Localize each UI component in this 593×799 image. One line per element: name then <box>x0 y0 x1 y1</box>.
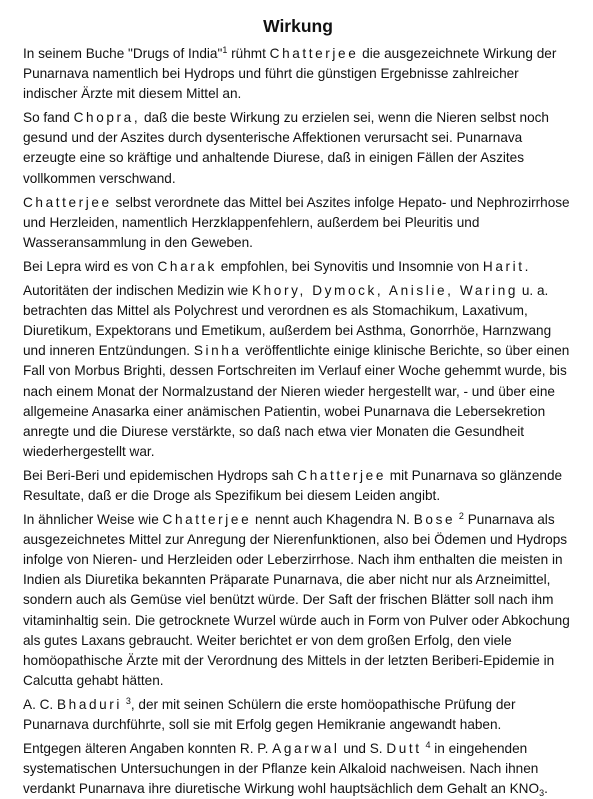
spaced-name: Dutt <box>386 741 422 757</box>
paragraph <box>23 257 573 277</box>
spaced-name: Agarwal <box>272 741 340 757</box>
text-run: rühmt <box>227 46 270 61</box>
text-run: daß die beste Wirkung zu erzielen sei, wenn die Nieren selbst noch gesund und der Aszites durch dysenterische Affektionen verursacht sei. Punarnava erzeugte eine so kräftige und anhaltende Diurese, daß in einigen Fällen der Aszites vollkommen verschwand. <box>23 110 549 186</box>
text-run: Punarnava als ausgezeichnetes Mittel zur Anregung der Nierenfunktionen, also bei Ödemen und Hydrops infolge von Nieren- und Herzleiden oder Leberzirrhose. Nach ihm enthalten die meisten in Indien als Diuretika bekannten Präparate Punarnava, die aber nicht nur als Arzneimittel, sondern auch als Gemüse viel benützt würde. Der Saft der frischen Blätter soll nach ihm vitaminhaltig sein. Die getrocknete Wurzel würde auch in Form von Pulver oder Abkochung als gutes Laxans gebraucht. Weiter berichtet er von dem großen Erfolg, den viele homöopathische Ärzte mit der Verordnung des Mittels in der letzten Beriberi-Epidemie in Calcutta gehabt hätten. <box>23 512 570 688</box>
spaced-name: Khory, Dymock, Anislie, Waring <box>251 283 519 299</box>
footnote-ref: 3 <box>125 695 131 706</box>
text-run: empfohlen, bei Synovitis und Insomnie von <box>216 258 483 274</box>
spaced-name: Bhaduri <box>57 696 123 712</box>
paragraph <box>23 44 573 104</box>
subscript: 3 <box>539 788 545 799</box>
spaced-name: Chatterjee <box>297 467 386 483</box>
text-run: mit Punarnava so glänzende Resultate, daß er die Droge als Spezifikum bei diesem Leiden angibt. <box>23 467 563 503</box>
paragraph <box>23 695 573 735</box>
spaced-name: Chatterjee <box>269 46 359 61</box>
text-run: In ähnlicher Weise wie <box>23 512 163 528</box>
text-run: A. C. <box>23 696 57 712</box>
document-body <box>23 44 573 799</box>
text-run: die ausgezeichnete Wirkung der Punarnava namentlich bei Hydrops und führt die günstigen Ergebnisse zahlreicher indischer Ärzte mit diesem Mittel an. <box>23 46 557 102</box>
text-run: Bei Beri-Beri und epidemischen Hydrops sah <box>23 467 298 483</box>
paragraph <box>23 281 573 462</box>
paragraph <box>23 193 573 253</box>
footnote-ref: 4 <box>425 740 431 751</box>
text-run: selbst verordnete das Mittel bei Aszites infolge Hepato- und Nephrozirrhose und Herzleiden, namentlich Herzklappenfehlern, außerdem bei Pleuritis und Wasseransammlung in den Geweben. <box>23 194 570 250</box>
footnote-ref: 1 <box>222 45 228 55</box>
spaced-name: Harit. <box>482 258 531 274</box>
spaced-name: Chatterjee <box>23 194 112 210</box>
spaced-name: Chopra, <box>73 110 141 126</box>
text-run: u. a. betrachten das Mittel als Polychrest und verordnen es als Stomachikum, Laxativum, Diuretikum, Expektorans und Emetikum, außerdem bei Asthma, Gonorrhöe, Harnzwang und inneren Entzündungen. <box>23 283 552 359</box>
paragraph <box>23 510 573 691</box>
text-run: veröffentlichte einige klinische Berichte, so über einen Fall von Morbus Brighti, dessen Fortschreiten im Verlauf einer Woche gehemmt wurde, bis nach einem Monat der Normalzustand der Nieren wieder hergestellt war, - und über eine allgemeine Anasarka einer anämischen Patientin, wobei Punarnava die Lebersekretion anregte und die Diurese verstärkte, so daß nach etwa vier Monaten die Gesundheit wiederhergestellt war. <box>23 343 570 459</box>
text-run: und S. <box>339 741 387 757</box>
text-run: , der mit seinen Schülern die erste homöopathische Prüfung der Punarnava durchführte, soll sie mit Erfolg gegen Hemikranie angewandt haben. <box>23 696 516 732</box>
text-run: Entgegen älteren Angaben konnten R. P. <box>23 741 273 757</box>
text-run: nennt auch Khagendra N. <box>251 512 414 528</box>
paragraph <box>23 739 573 799</box>
spaced-name: Charak <box>157 258 217 274</box>
spaced-name: Chatterjee <box>162 512 252 528</box>
footnote-ref: 2 <box>458 511 464 522</box>
spaced-name: Sinha <box>193 343 242 359</box>
paragraph <box>23 108 573 188</box>
text-run: in eingehenden systematischen Untersuchungen in der Pflanze kein Alkaloid nachweisen. Nach ihnen verdankt Punarnava ihre diuretische Wirkung wohl hauptsächlich dem Gehalt an KNO <box>23 741 540 797</box>
text-run: In seinem Buche "Drugs of India" <box>23 46 223 61</box>
text-run: . <box>544 781 548 797</box>
paragraph <box>23 466 573 506</box>
text-run: So fand <box>23 110 74 126</box>
text-run: Autoritäten der indischen Medizin wie <box>23 283 252 299</box>
text-run: Bei Lepra wird es von <box>23 258 158 274</box>
spaced-name: Bose <box>413 512 456 528</box>
page-title: Wirkung <box>263 16 333 36</box>
